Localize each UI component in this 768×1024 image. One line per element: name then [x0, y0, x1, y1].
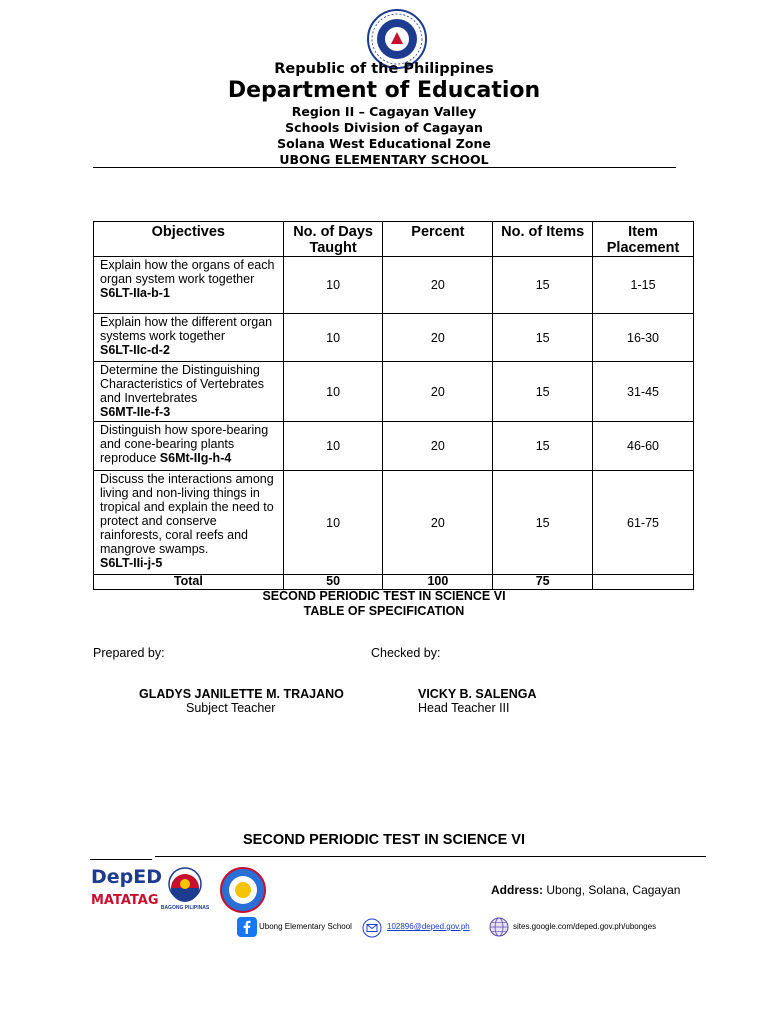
placement-cell: 31-45 [593, 362, 694, 422]
table-row [94, 471, 694, 575]
address-label: Address: [491, 883, 544, 897]
caption-test-title: SECOND PERIODIC TEST IN SCIENCE VI [262, 589, 506, 603]
items-cell: 15 [493, 257, 593, 314]
competency-code: S6LT-IIc-d-2 [100, 343, 170, 357]
caption-table-title: TABLE OF SPECIFICATION [303, 604, 465, 618]
total-placement [593, 575, 694, 590]
items-cell: 15 [493, 314, 593, 362]
percent-cell: 20 [383, 257, 493, 314]
header-region: Region II – Cagayan Valley [291, 104, 477, 119]
objective-text: Distinguish how spore-bearing and cone-bearing plants reproduce [100, 423, 269, 465]
col-header-objectives: Objectives [94, 222, 284, 257]
total-days: 50 [283, 575, 383, 590]
days-cell: 10 [283, 471, 383, 575]
percent-cell: 20 [383, 471, 493, 575]
placement-cell: 1-15 [593, 257, 694, 314]
objective-text: Discuss the interactions among living and non-living things in tropical and explain the need to protect and conserve rainforests, coral reefs and mangrove swamps. [100, 472, 274, 556]
placement-cell: 46-60 [593, 422, 694, 471]
footer-rule-short [90, 859, 152, 860]
percent-cell: 20 [383, 362, 493, 422]
school-seal-icon [218, 866, 268, 914]
deped-logo: DepED [91, 866, 163, 888]
items-cell: 15 [493, 471, 593, 575]
bagong-pilipinas-text: BAGONG PILIPINAS [160, 905, 210, 911]
items-cell: 15 [493, 422, 593, 471]
competency-code: S6Mt-IIg-h-4 [159, 451, 232, 465]
footer-rule-long [155, 856, 706, 857]
objective-cell [94, 362, 284, 422]
objective-cell [94, 314, 284, 362]
total-items: 75 [493, 575, 593, 590]
col-header-percent: Percent [383, 222, 493, 257]
days-cell: 10 [283, 422, 383, 471]
table-row [94, 314, 694, 362]
address-value: Ubong, Solana, Cagayan [546, 883, 681, 897]
facebook-icon [237, 917, 257, 937]
objective-cell [94, 257, 284, 314]
table-row [94, 362, 694, 422]
placement-cell: 61-75 [593, 471, 694, 575]
globe-icon [489, 917, 509, 937]
objective-text: Determine the Distinguishing Characteristics of Vertebrates and Invertebrates [100, 363, 264, 405]
email-icon [362, 918, 382, 938]
table-header-row [94, 222, 694, 257]
competency-code: S6LT-IIa-b-1 [100, 286, 170, 300]
col-header-placement: Item Placement [593, 222, 694, 257]
header-rule [93, 167, 676, 168]
matatag-logo: MATATAG [91, 893, 159, 908]
competency-code: S6MT-IIe-f-3 [100, 405, 171, 419]
days-cell: 10 [283, 362, 383, 422]
total-percent: 100 [383, 575, 493, 590]
preparer-title: Subject Teacher [186, 701, 276, 715]
header-department: Department of Education [227, 78, 541, 103]
competency-code: S6LT-IIi-j-5 [100, 556, 163, 570]
header-division: Schools Division of Cagayan [285, 120, 483, 135]
checker-name: VICKY B. SALENGA [418, 687, 537, 701]
address [491, 883, 680, 897]
preparer-name: GLADYS JANILETTE M. TRAJANO [139, 687, 344, 701]
total-label: Total [94, 575, 284, 590]
items-cell: 15 [493, 362, 593, 422]
header-school: UBONG ELEMENTARY SCHOOL [279, 152, 489, 167]
facebook-link[interactable]: Ubong Elementary School [259, 922, 352, 931]
objective-cell [94, 471, 284, 575]
col-header-days: No. of Days Taught [283, 222, 383, 257]
percent-cell: 20 [383, 422, 493, 471]
table-row [94, 422, 694, 471]
checked-by-label: Checked by: [371, 646, 441, 660]
percent-cell: 20 [383, 314, 493, 362]
placement-cell: 16-30 [593, 314, 694, 362]
table-total-row [94, 575, 694, 590]
objective-text: Explain how the organs of each organ system work together [100, 258, 275, 286]
website-link[interactable]: sites.google.com/deped.gov.ph/ubonges [513, 922, 657, 931]
footer-title: SECOND PERIODIC TEST IN SCIENCE VI [243, 832, 525, 848]
header-zone: Solana West Educational Zone [277, 136, 491, 151]
objective-text: Explain how the different organ systems work together [100, 315, 273, 343]
table-row [94, 257, 694, 314]
prepared-by-label: Prepared by: [93, 646, 165, 660]
objective-cell [94, 422, 284, 471]
days-cell: 10 [283, 257, 383, 314]
email-link[interactable]: 102896@deped.gov.ph [387, 922, 470, 931]
checker-title: Head Teacher III [418, 701, 510, 715]
header-republic: Republic of the Philippines [274, 61, 494, 77]
days-cell: 10 [283, 314, 383, 362]
bagong-pilipinas-logo-icon [162, 866, 208, 906]
specification-table [93, 221, 694, 590]
col-header-items: No. of Items [493, 222, 593, 257]
